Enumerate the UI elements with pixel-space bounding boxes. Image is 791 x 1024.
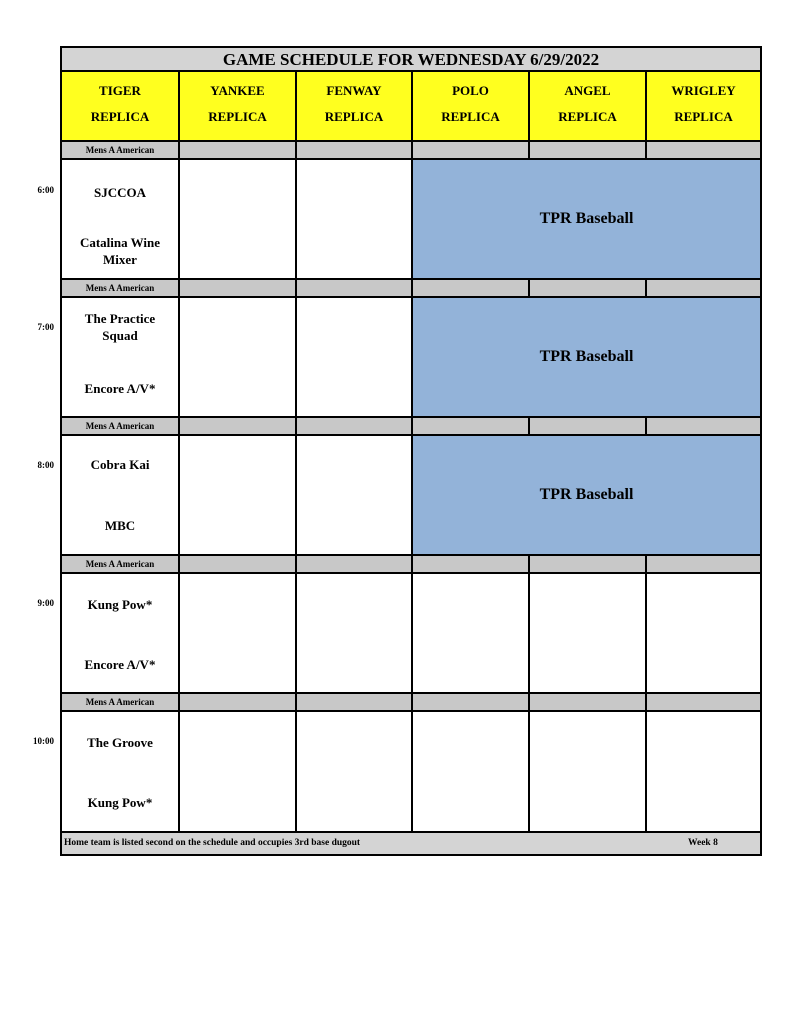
- time-label: 7:00: [37, 322, 54, 332]
- empty-cell: [180, 160, 297, 280]
- divider-cell: [413, 142, 530, 160]
- empty-cell: [180, 574, 297, 694]
- divider-cell: [647, 280, 760, 298]
- schedule-title: GAME SCHEDULE FOR WEDNESDAY 6/29/2022: [62, 48, 760, 72]
- divider-cell: [180, 142, 297, 160]
- field-sub: REPLICA: [674, 109, 733, 124]
- home-team: Catalina Wine Mixer: [79, 235, 161, 267]
- field-sub: REPLICA: [441, 109, 500, 124]
- division-label: Mens A American: [62, 142, 180, 160]
- field-sub: REPLICA: [324, 109, 384, 124]
- divider-cell: [413, 280, 530, 298]
- home-team: MBC: [104, 518, 136, 533]
- divider-cell: [530, 694, 647, 712]
- divider-cell: [297, 142, 413, 160]
- field-header-wrigley: [647, 72, 760, 142]
- division-label: Mens A American: [62, 556, 180, 574]
- empty-cell: [297, 712, 413, 833]
- divider-cell: [530, 418, 647, 436]
- home-team: Encore A/V*: [84, 657, 156, 672]
- away-team: The Groove: [87, 735, 153, 750]
- away-team: The Practice Squad: [84, 311, 156, 343]
- empty-cell: [297, 436, 413, 556]
- empty-cell: [297, 160, 413, 280]
- division-label: Mens A American: [62, 694, 180, 712]
- reserved-label: TPR Baseball: [539, 348, 634, 365]
- footer-note: Home team is listed second on the schedule and occupies 3rd base dugout: [64, 838, 361, 848]
- game-cell-tiger: [62, 574, 180, 694]
- divider-cell: [297, 418, 413, 436]
- divider-cell: [530, 142, 647, 160]
- field-header-angel: [530, 72, 647, 142]
- reserved-block: [413, 160, 760, 280]
- empty-cell: [647, 712, 760, 833]
- empty-cell: [180, 712, 297, 833]
- empty-cell: [297, 574, 413, 694]
- divider-cell: [647, 142, 760, 160]
- empty-cell: [180, 436, 297, 556]
- empty-cell: [413, 712, 530, 833]
- divider-cell: [530, 280, 647, 298]
- field-name: FENWAY: [326, 83, 382, 98]
- divider-cell: [647, 418, 760, 436]
- field-name: TIGER: [99, 83, 141, 98]
- field-header-polo: [413, 72, 530, 142]
- away-team: Kung Pow*: [87, 597, 153, 612]
- division-label: Mens A American: [62, 280, 180, 298]
- reserved-block: [413, 298, 760, 418]
- week-label: Week 8: [688, 838, 718, 848]
- divider-cell: [297, 280, 413, 298]
- divider-cell: [180, 418, 297, 436]
- time-label: 9:00: [37, 598, 54, 608]
- empty-cell: [647, 574, 760, 694]
- divider-cell: [413, 418, 530, 436]
- reserved-block: [413, 436, 760, 556]
- time-label: 6:00: [37, 185, 54, 195]
- field-header-yankee: [180, 72, 297, 142]
- field-name: WRIGLEY: [671, 83, 736, 98]
- divider-cell: [530, 556, 647, 574]
- divider-cell: [413, 556, 530, 574]
- divider-cell: [180, 694, 297, 712]
- field-sub: REPLICA: [208, 109, 267, 124]
- field-header-tiger: [62, 72, 180, 142]
- divider-cell: [180, 556, 297, 574]
- time-label: 10:00: [33, 736, 54, 746]
- reserved-label: TPR Baseball: [539, 486, 634, 503]
- empty-cell: [180, 298, 297, 418]
- game-cell-tiger: [62, 712, 180, 833]
- game-cell-tiger: [62, 436, 180, 556]
- home-team: Encore A/V*: [84, 381, 156, 396]
- game-cell-tiger: [62, 298, 180, 418]
- field-sub: REPLICA: [558, 109, 617, 124]
- divider-cell: [413, 694, 530, 712]
- empty-cell: [297, 298, 413, 418]
- divider-cell: [297, 694, 413, 712]
- schedule-table: [60, 46, 762, 856]
- field-name: POLO: [452, 83, 489, 98]
- divider-cell: [647, 556, 760, 574]
- field-name: ANGEL: [564, 83, 611, 98]
- divider-cell: [180, 280, 297, 298]
- empty-cell: [413, 574, 530, 694]
- footer: [62, 833, 760, 854]
- divider-cell: [297, 556, 413, 574]
- field-name: YANKEE: [210, 83, 265, 98]
- home-team: Kung Pow*: [87, 795, 153, 810]
- empty-cell: [530, 712, 647, 833]
- away-team: SJCCOA: [93, 185, 146, 200]
- reserved-label: TPR Baseball: [539, 210, 634, 227]
- time-label: 8:00: [37, 460, 54, 470]
- game-cell-tiger: [62, 160, 180, 280]
- division-label: Mens A American: [62, 418, 180, 436]
- divider-cell: [647, 694, 760, 712]
- empty-cell: [530, 574, 647, 694]
- away-team: Cobra Kai: [90, 457, 150, 472]
- field-sub: REPLICA: [90, 109, 150, 124]
- field-header-fenway: [297, 72, 413, 142]
